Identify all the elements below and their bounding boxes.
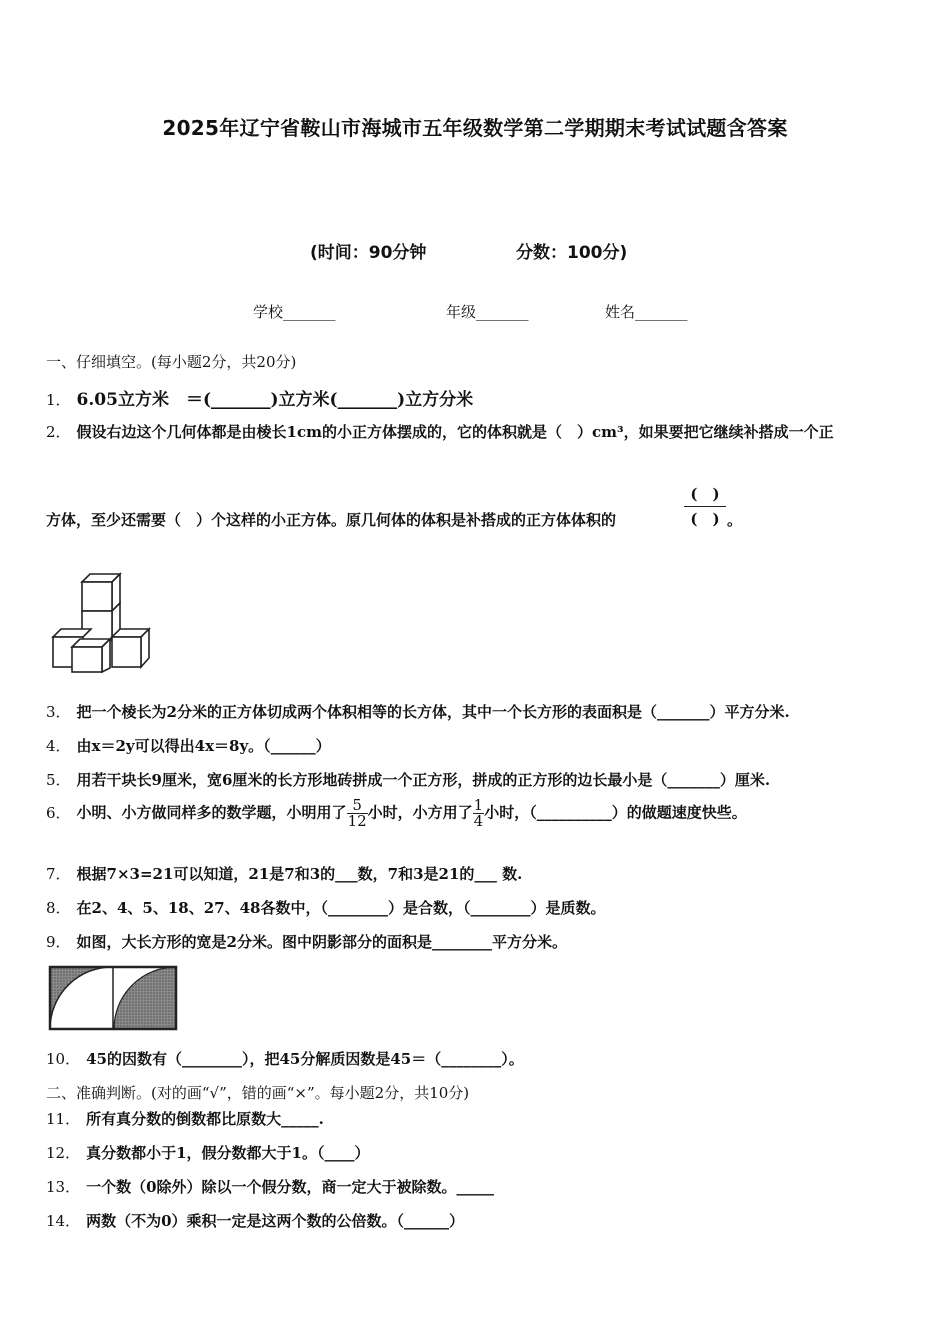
question-14 [46,1210,464,1231]
question-7 [46,863,522,884]
question-text: 小时，（__________）的做题速度快些。 [484,803,747,822]
question-2-end: 。 [727,511,743,529]
fraction-numerator: 5 [347,798,368,814]
fraction-1-4 [473,798,485,829]
question-2-line2 [46,509,616,530]
question-number: 1． [46,391,71,409]
question-number: 13． [46,1178,81,1196]
question-1 [46,385,473,410]
shaded-area-figure [48,965,180,1033]
name-field[interactable]: 姓名_______ [605,303,688,321]
shaded-region-right [114,967,176,1029]
question-10 [46,1048,524,1069]
cube-figure [50,572,154,674]
question-9 [46,931,567,952]
question-number: 11． [46,1110,81,1128]
fraction-numerator: 1 [473,796,484,814]
fraction-denominator: 4 [473,812,484,830]
cube-front-face [82,582,112,611]
question-number: 8． [46,899,71,917]
question-number: 4． [46,737,71,755]
fraction-denominator: ( ) [690,510,720,528]
question-number: 5． [46,771,71,789]
question-5 [46,769,770,790]
question-2 [46,421,834,442]
section-2-heading: 二、准确判断。(对的画“√”，错的画“×”。每小题2分，共10分) [46,1084,470,1102]
cube-side-face [141,629,149,667]
document-title: 2025年辽宁省鞍山市海城市五年级数学第二学期期末考试试题含答案 [162,116,788,140]
question-text: 小时，小方用了 [367,803,473,822]
question-text: 45的因数有（________），把45分解质因数是45＝（________）。 [86,1050,524,1068]
fraction-numerator: ( ) [684,483,726,507]
question-number: 7． [46,865,71,883]
question-number: 14． [46,1212,81,1230]
question-8 [46,897,605,918]
cube-front-face [72,647,102,672]
question-text: 6.05立方米 ＝(_______)立方米(_______)立方分米 [76,390,474,410]
exam-time: (时间：90分钟 [310,243,427,263]
question-text: 小明、小方做同样多的数学题，小明用了 [76,803,347,822]
question-number: 3． [46,703,71,721]
cube-front-face [112,637,141,667]
shaded-region-left [50,967,112,1029]
question-text: 一个数（0除外）除以一个假分数，商一定大于被除数。_____ [86,1178,495,1196]
question-number: 2． [46,423,71,441]
question-text: 把一个棱长为2分米的正方体切成两个体积相等的长方体，其中一个长方形的表面积是（_______）平方分米. [76,703,790,721]
question-3 [46,701,790,722]
school-field[interactable]: 学校_______ [253,303,336,321]
question-text: 真分数都小于1，假分数都大于1。（____） [86,1144,370,1162]
question-number: 10． [46,1050,81,1068]
fraction-denominator: 12 [347,812,367,830]
question-text: 在2、4、5、18、27、48各数中，（________）是合数，（________）是质数。 [76,899,606,917]
question-11 [46,1108,324,1129]
question-13 [46,1176,494,1197]
question-text: 根据7×3=21可以知道，21是7和3的___数，7和3是21的___ 数. [76,865,523,883]
question-text: 所有真分数的倒数都比原数大_____. [86,1110,324,1128]
question-text: 用若干块长9厘米，宽6厘米的长方形地砖拼成一个正方形，拼成的正方形的边长最小是（_______）厘米. [76,771,771,789]
question-text: 由x＝2y可以得出4x＝8y。（______） [76,737,331,755]
question-number: 9． [46,933,71,951]
cube-front-face [82,611,112,640]
question-number: 12． [46,1144,81,1162]
question-text: 方体，至少还需要（ ）个这样的小正方体。原几何体的体积是补搭成的正方体体积的 [46,511,617,529]
fraction-5-12 [347,798,368,829]
question-4 [46,735,331,756]
volume-fraction [684,483,726,529]
section-1-heading: 一、仔细填空。(每小题2分，共20分) [46,353,297,371]
question-text: 如图，大长方形的宽是2分米。图中阴影部分的面积是________平方分米。 [76,933,567,951]
question-6 [46,798,747,829]
exam-score: 分数：100分) [516,243,628,263]
question-number: 6． [46,803,71,822]
cube-top-face [53,629,91,637]
question-12 [46,1142,369,1163]
question-text: 两数（不为0）乘积一定是这两个数的公倍数。（______） [86,1212,465,1230]
question-text: 假设右边这个几何体都是由棱长1cm的小正方体摆成的，它的体积就是（ ）cm³，如果要把它继续补搭成一个正 [76,423,834,441]
grade-field[interactable]: 年级_______ [446,303,529,321]
